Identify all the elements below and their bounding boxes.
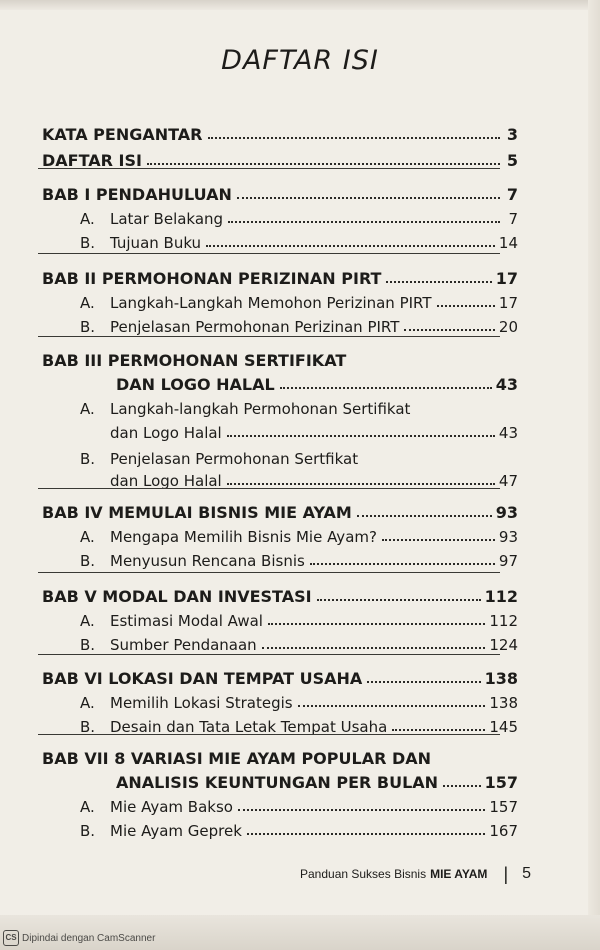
dot-leader: [382, 539, 495, 541]
toc-chapter-dan-logo-halal[interactable]: [116, 370, 518, 394]
toc-section-mengapa-memilih-bisnis-mie-ayam[interactable]: [80, 522, 518, 546]
toc-entry-label: [80, 798, 233, 816]
toc-section-tujuan-buku[interactable]: [80, 228, 518, 252]
toc-page-number: 7: [508, 210, 518, 228]
dot-leader: [367, 681, 480, 683]
toc-section-dan-logo-halal[interactable]: [110, 418, 518, 442]
toc-page-number: 157: [489, 798, 518, 816]
toc-page-number: 124: [489, 636, 518, 654]
toc-chapter-bab-v-modal-dan-investasi[interactable]: [42, 582, 518, 606]
section-divider-rule: [38, 654, 500, 655]
toc-page-number: 138: [484, 669, 518, 688]
toc-page-number: 93: [498, 528, 518, 546]
dot-leader: [237, 197, 500, 199]
section-letter: A.: [80, 294, 95, 312]
toc-entry-title: dan Logo Halal: [110, 472, 222, 490]
toc-entry-label: [80, 294, 432, 312]
toc-entry-title: Menyusun Rencana Bisnis: [110, 552, 305, 570]
dot-leader: [386, 281, 491, 283]
toc-entry-label: [80, 636, 257, 654]
section-divider-rule: [38, 168, 500, 169]
toc-entry-label: [42, 503, 352, 522]
toc-page-number: 47: [498, 472, 518, 490]
toc-chapter-bab-i-pendahuluan[interactable]: [42, 180, 518, 204]
toc-entry-first-line: [42, 346, 346, 370]
section-letter: B.: [80, 636, 96, 654]
footer-book-title: Panduan Sukses Bisnis: [300, 867, 427, 881]
dot-leader: [227, 435, 495, 437]
toc-entry-title: BAB II PERMOHONAN PERIZINAN PIRT: [42, 269, 382, 288]
toc-page-number: 43: [498, 424, 518, 442]
section-letter: B.: [80, 234, 96, 252]
toc-section-mie-ayam-bakso[interactable]: [80, 792, 518, 816]
toc-entry-title: BAB V MODAL DAN INVESTASI: [42, 587, 312, 606]
toc-entry-label: [80, 552, 305, 570]
camscanner-logo-icon: CS: [3, 930, 19, 946]
toc-entry-label: [42, 185, 232, 204]
section-letter: B.: [80, 552, 96, 570]
section-letter: B.: [80, 718, 96, 736]
toc-entry-label: [80, 318, 399, 336]
toc-page-number: 157: [484, 773, 518, 792]
toc-entry-label: [80, 822, 242, 840]
dot-leader: [228, 221, 500, 223]
dot-leader: [310, 563, 495, 565]
dot-leader: [298, 705, 486, 707]
toc-page-number: 112: [489, 612, 518, 630]
watermark-text: Dipindai dengan CamScanner: [22, 932, 156, 944]
toc-section-estimasi-modal-awal[interactable]: [80, 606, 518, 630]
dot-leader: [404, 329, 494, 331]
toc-entry-label: [80, 612, 263, 630]
toc-entry-title: KATA PENGANTAR: [42, 125, 203, 144]
footer-separator: |: [503, 863, 509, 884]
dot-leader: [262, 647, 486, 649]
toc-page-number: 97: [498, 552, 518, 570]
toc-entry-title: BAB IV MEMULAI BISNIS MIE AYAM: [42, 503, 352, 522]
page-title: DAFTAR ISI: [221, 45, 379, 76]
toc-entry-title: dan Logo Halal: [110, 424, 222, 442]
section-divider-rule: [38, 734, 500, 735]
section-divider-rule: [38, 336, 500, 337]
toc-section-mie-ayam-geprek[interactable]: [80, 816, 518, 840]
toc-page-number: 14: [498, 234, 518, 252]
section-divider-rule: [38, 488, 500, 489]
toc-entry-title: Memilih Lokasi Strategis: [110, 694, 293, 712]
toc-page-number: 20: [498, 318, 518, 336]
dot-leader: [280, 387, 492, 389]
toc-page-number: 43: [495, 375, 518, 394]
toc-entry-label: [80, 528, 377, 546]
footer-page-number: 5: [522, 865, 532, 882]
toc-section-menyusun-rencana-bisnis[interactable]: [80, 546, 518, 570]
toc-entry-title: Desain dan Tata Letak Tempat Usaha: [110, 718, 388, 736]
toc-section-memilih-lokasi-strategis[interactable]: [80, 688, 518, 712]
dot-leader: [206, 245, 495, 247]
toc-chapter-daftar-isi[interactable]: [42, 146, 518, 170]
scanner-watermark: [3, 929, 155, 947]
dot-leader: [437, 305, 495, 307]
toc-entry-title: Langkah-Langkah Memohon Perizinan PIRT: [110, 294, 432, 312]
toc-section-dan-logo-halal[interactable]: [110, 466, 518, 490]
toc-entry-label: [80, 210, 223, 228]
toc-section-langkah-langkah-memohon-perizinan-pirt[interactable]: [80, 288, 518, 312]
toc-chapter-bab-ii-permohonan-perizinan-pirt[interactable]: [42, 264, 518, 288]
section-letter: A.: [80, 210, 95, 228]
toc-page-number: 167: [489, 822, 518, 840]
toc-entry-first-line: [80, 444, 358, 468]
toc-section-penjelasan-permohonan-perizinan-pirt[interactable]: [80, 312, 518, 336]
toc-chapter-analisis-keuntungan-per-bulan[interactable]: [116, 768, 518, 792]
toc-entry-title: BAB I PENDAHULUAN: [42, 185, 232, 204]
toc-entry-label-line1: BAB III PERMOHONAN SERTIFIKAT: [42, 351, 347, 370]
toc-chapter-bab-iv-memulai-bisnis-mie-ayam[interactable]: [42, 498, 518, 522]
toc-entry-label: [42, 587, 312, 606]
dot-leader: [268, 623, 485, 625]
section-letter: B.: [80, 450, 96, 468]
toc-chapter-kata-pengantar[interactable]: [42, 120, 518, 144]
toc-entry-title: Mie Ayam Geprek: [110, 822, 242, 840]
toc-entry-label: [42, 669, 362, 688]
toc-entry-first-line: [80, 394, 410, 418]
section-letter: A.: [80, 528, 95, 546]
section-letter: A.: [80, 400, 95, 418]
toc-page-number: 7: [506, 185, 518, 204]
running-footer: [300, 862, 570, 886]
toc-section-desain-dan-tata-letak-tempat-usaha[interactable]: [80, 712, 518, 736]
toc-entry-label: [80, 694, 293, 712]
toc-page-number: 138: [489, 694, 518, 712]
toc-entry-label-line1: Penjelasan Permohonan Sertfikat: [110, 450, 359, 468]
section-letter: A.: [80, 694, 95, 712]
dot-leader: [357, 515, 492, 517]
toc-entry-title: Tujuan Buku: [110, 234, 202, 252]
toc-section-sumber-pendanaan[interactable]: [80, 630, 518, 654]
section-letter: A.: [80, 612, 95, 630]
toc-entry-title: BAB VI LOKASI DAN TEMPAT USAHA: [42, 669, 363, 688]
toc-entry-title: DAN LOGO HALAL: [116, 375, 275, 394]
toc-entry-first-line: [42, 744, 431, 768]
toc-page-number: 3: [506, 125, 518, 144]
dot-leader: [238, 809, 485, 811]
toc-page-number: 112: [484, 587, 518, 606]
dot-leader: [317, 599, 481, 601]
toc-entry-title: Penjelasan Permohonan Perizinan PIRT: [110, 318, 400, 336]
section-letter: A.: [80, 798, 95, 816]
section-letter: B.: [80, 822, 96, 840]
toc-section-latar-belakang[interactable]: [80, 204, 518, 228]
dot-leader: [147, 163, 500, 165]
toc-entry-label: [116, 773, 438, 792]
section-letter: B.: [80, 318, 96, 336]
toc-page-number: 17: [495, 269, 518, 288]
toc-entry-label: [80, 234, 201, 252]
dot-leader: [392, 729, 485, 731]
toc-page-number: 93: [495, 503, 518, 522]
dot-leader: [443, 785, 481, 787]
toc-entry-label: [42, 125, 203, 144]
toc-entry-title: Mengapa Memilih Bisnis Mie Ayam?: [110, 528, 377, 546]
section-divider-rule: [38, 253, 500, 254]
dot-leader: [227, 483, 495, 485]
toc-entry-label: [116, 375, 275, 394]
dot-leader: [208, 137, 501, 139]
toc-entry-label-line1: BAB VII 8 VARIASI MIE AYAM POPULAR DAN: [42, 749, 432, 768]
dot-leader: [247, 833, 485, 835]
toc-entry-label-line1: Langkah-langkah Permohonan Sertifikat: [110, 400, 411, 418]
toc-chapter-bab-vi-lokasi-dan-tempat-usaha[interactable]: [42, 664, 518, 688]
toc-page-number: 17: [498, 294, 518, 312]
toc-entry-title: Mie Ayam Bakso: [110, 798, 233, 816]
toc-entry-title: ANALISIS KEUNTUNGAN PER BULAN: [116, 773, 439, 792]
toc-entry-title: Latar Belakang: [110, 210, 224, 228]
toc-page-number: 145: [489, 718, 518, 736]
toc-page-number: 5: [506, 151, 518, 170]
section-divider-rule: [38, 572, 500, 573]
footer-book-title-bold: MIE AYAM: [430, 867, 488, 881]
toc-entry-label: [42, 269, 381, 288]
toc-entry-label: [110, 424, 222, 442]
toc-entry-title: Estimasi Modal Awal: [110, 612, 263, 630]
toc-entry-title: Sumber Pendanaan: [110, 636, 257, 654]
toc-entry-title: DAFTAR ISI: [42, 151, 142, 170]
